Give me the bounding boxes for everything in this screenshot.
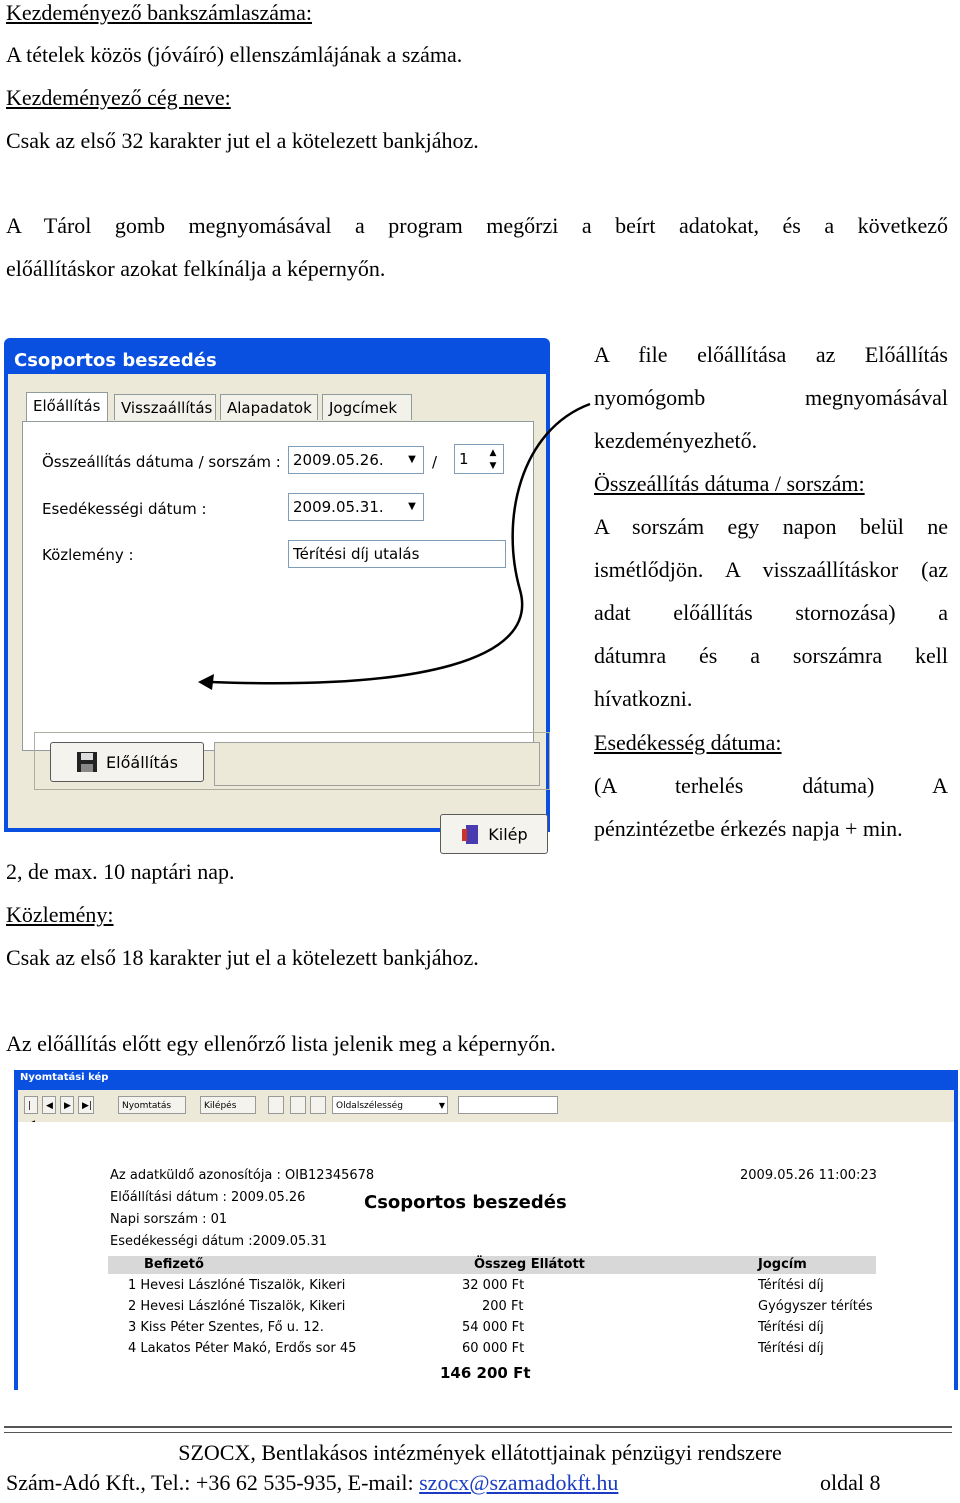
spin-down-icon[interactable]: ▼ <box>489 461 497 471</box>
right-text-3: kezdeményezhető. <box>594 428 758 453</box>
last-page-icon[interactable]: ▶| <box>78 1096 94 1114</box>
right-text-6: ismétlődjön. A visszaállításkor (az <box>594 557 948 582</box>
note-input[interactable]: Térítési díj utalás <box>288 540 506 568</box>
report-daily-seq: Napi sorszám : 01 <box>110 1212 228 1227</box>
right-text-1: A file előállítása az Előállítás <box>594 342 948 367</box>
text-bank-account-desc: A tételek közös (jóváíró) ellenszámlájának a száma. <box>6 42 463 67</box>
row-2-title: Gyógyszer térítés <box>758 1299 873 1314</box>
header-title: Jogcím <box>758 1257 807 1272</box>
paragraph-store-line2: előállításkor azokat felkínálja a képernyőn. <box>6 256 386 281</box>
preview-title: Nyomtatási kép <box>20 1072 109 1083</box>
tab-basedata[interactable]: Alapadatok <box>220 394 318 420</box>
header-payer: Befizető <box>144 1257 204 1272</box>
slash-separator: / <box>432 453 438 471</box>
footer-page-number: oldal 8 <box>820 1470 881 1495</box>
row-4-title: Térítési díj <box>758 1341 824 1356</box>
due-date-value: 2009.05.31. <box>293 498 384 516</box>
preview-page <box>18 1122 954 1390</box>
paragraph-store-line1: A Tárol gomb megnyomásával a program megőrzi a beírt adatokat, és a következő <box>6 213 948 238</box>
right-text-12: pénzintézetbe érkezés napja + min. <box>594 816 903 841</box>
footer-company: Szám-Adó Kft., Tel.: +36 62 535-935, E-mail: <box>6 1470 420 1495</box>
right-text-2: nyomógomb megnyomásával <box>594 385 948 410</box>
tab-restore[interactable]: Visszaállítás <box>114 394 216 420</box>
heading-bank-account: Kezdeményező bankszámlaszáma: <box>6 0 313 25</box>
row-1-payer: 1 Hevesi Lászlóné Tiszalök, Kikeri <box>128 1278 346 1293</box>
text-company-name-desc: Csak az első 32 karakter jut el a kötelezett bankjához. <box>6 128 479 153</box>
row-2-amount: 200 Ft <box>482 1299 524 1314</box>
label-due-date: Esedékességi dátum : <box>42 500 207 518</box>
right-text-8: dátumra és a sorszámra kell <box>594 643 948 668</box>
row-3-title: Térítési díj <box>758 1320 824 1335</box>
tab-titles[interactable]: Jogcímek <box>322 394 412 420</box>
zoom-value: Oldalszélesség <box>336 1101 403 1111</box>
heading-company-name: Kezdeményező cég neve: <box>6 85 231 110</box>
print-button[interactable]: Nyomtatás <box>118 1096 186 1114</box>
heading-note: Közlemény: <box>6 902 114 927</box>
save-icon[interactable] <box>268 1096 284 1114</box>
row-4-amount: 60 000 Ft <box>462 1341 525 1356</box>
exit-button-label: Kilép <box>488 824 528 844</box>
first-page-icon[interactable]: | <box>24 1096 38 1114</box>
preview-exit-button[interactable]: Kilépés <box>200 1096 256 1114</box>
text-note-desc: Csak az első 18 karakter jut el a kötelezett bankjához. <box>6 945 479 970</box>
search-input[interactable] <box>458 1096 558 1114</box>
footer-rule-thin <box>4 1432 952 1433</box>
preview-toolbar <box>18 1090 954 1122</box>
tab-generate[interactable]: Előállítás <box>26 392 108 422</box>
right-text-5: A sorszám egy napon belül ne <box>594 514 948 539</box>
generate-button-label: Előállítás <box>106 752 178 772</box>
date-value: 2009.05.26. <box>293 451 384 469</box>
sequence-value: 1 <box>459 450 469 468</box>
text-max-days: 2, de max. 10 naptári nap. <box>6 859 235 884</box>
row-2-payer: 2 Hevesi Lászlóné Tiszalök, Kikeri <box>128 1299 346 1314</box>
label-date-seq: Összeállítás dátuma / sorszám : <box>42 453 281 471</box>
row-1-amount: 32 000 Ft <box>462 1278 525 1293</box>
report-gen-date: Előállítási dátum : 2009.05.26 <box>110 1190 306 1205</box>
next-page-icon[interactable]: ▶ <box>60 1096 74 1114</box>
spin-up-icon[interactable]: ▲ <box>489 448 497 458</box>
row-3-payer: 3 Kiss Péter Szentes, Fő u. 12. <box>128 1320 324 1335</box>
prev-page-icon[interactable]: ◀ <box>42 1096 56 1114</box>
dialog-title: Csoportos beszedés <box>14 350 217 371</box>
footer-email-link[interactable]: szocx@szamadokft.hu <box>419 1470 619 1495</box>
row-3-amount: 54 000 Ft <box>462 1320 525 1335</box>
footer-rule <box>4 1426 952 1428</box>
right-text-7: adat előállítás stornozása) a <box>594 600 948 625</box>
report-sender-id: Az adatküldő azonosítója : OIB12345678 <box>110 1168 375 1183</box>
preview-window <box>14 1070 958 1390</box>
right-text-9: hívatkozni. <box>594 686 693 711</box>
row-1-title: Térítési díj <box>758 1278 824 1293</box>
text-check-list: Az előállítás előtt egy ellenőrző lista jelenik meg a képernyőn. <box>6 1031 556 1056</box>
right-text-11: (A terhelés dátuma) A <box>594 773 948 798</box>
zoom-select[interactable] <box>332 1096 448 1114</box>
report-timestamp: 2009.05.26 11:00:23 <box>740 1168 877 1183</box>
chevron-down-icon[interactable]: ▼ <box>408 454 416 465</box>
report-total: 146 200 Ft <box>440 1364 531 1382</box>
heading-date-seq: Összeállítás dátuma / sorszám: <box>594 471 865 496</box>
copy-icon[interactable] <box>290 1096 306 1114</box>
row-4-payer: 4 Lakatos Péter Makó, Erdős sor 45 <box>128 1341 357 1356</box>
report-title: Csoportos beszedés <box>364 1192 567 1213</box>
label-note: Közlemény : <box>42 546 134 564</box>
header-amount: Összeg Ellátott <box>474 1257 585 1272</box>
heading-due-date: Esedékesség dátuma: <box>594 730 782 755</box>
chevron-down-icon[interactable]: ▼ <box>438 1101 445 1110</box>
settings-icon[interactable] <box>310 1096 326 1114</box>
footer-contact <box>6 1470 618 1496</box>
chevron-down-icon[interactable]: ▼ <box>408 501 416 512</box>
footer-title: SZOCX, Bentlakásos intézmények ellátottjainak pénzügyi rendszere <box>178 1440 782 1465</box>
report-due-date: Esedékességi dátum :2009.05.31 <box>110 1234 328 1249</box>
